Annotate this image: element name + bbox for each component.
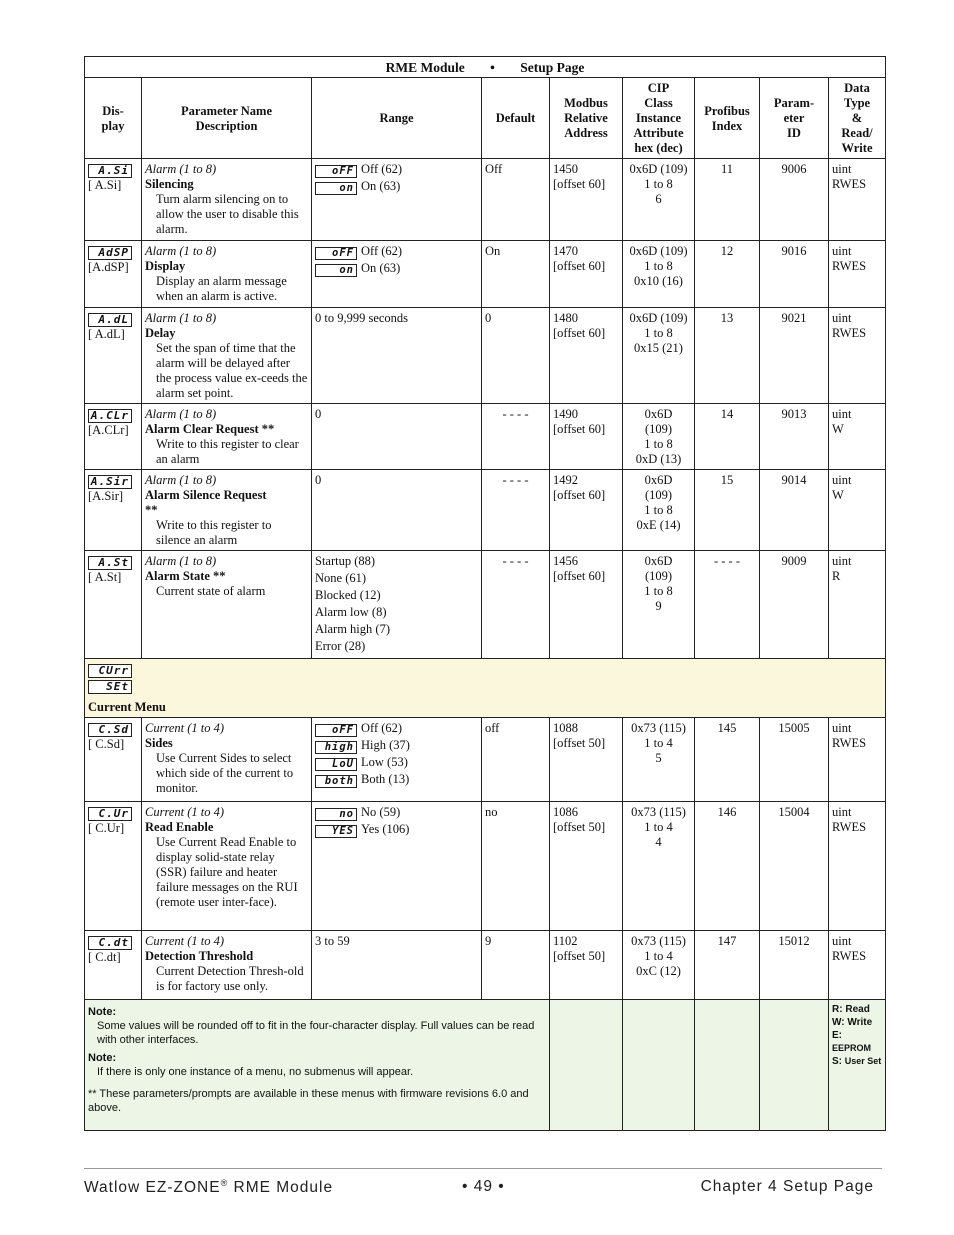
display-code: [A.Sir] bbox=[88, 489, 124, 503]
range-option-lcd: LoU bbox=[315, 758, 357, 771]
header-profibus: Profibus Index bbox=[695, 78, 760, 159]
range-list-item: Alarm high (7) bbox=[315, 622, 390, 636]
lcd-display: A.dL bbox=[88, 313, 132, 327]
notes-row bbox=[85, 1000, 886, 1131]
range-option-lcd: on bbox=[315, 264, 357, 277]
alarm-rows bbox=[85, 159, 886, 659]
range-option-text: Off (62) bbox=[361, 721, 403, 735]
display-code: [ A.dL] bbox=[88, 327, 125, 341]
current-rows bbox=[85, 718, 886, 1000]
range-cell bbox=[312, 802, 482, 931]
range-text: 0 bbox=[315, 407, 322, 421]
range-option-text: On (63) bbox=[361, 261, 401, 275]
default-cell: no bbox=[482, 802, 550, 931]
footer-page-number: • 49 • bbox=[462, 1178, 505, 1195]
datatype-cell: uint RWES bbox=[829, 802, 886, 931]
range-option bbox=[315, 772, 478, 789]
table-row bbox=[85, 802, 886, 931]
header-display: Dis- play bbox=[85, 78, 142, 159]
datatype-cell: uint W bbox=[829, 470, 886, 551]
parameter-description: Set the span of time that the alarm will be delayed after the process value ex-ceeds the alarm set point. bbox=[156, 341, 308, 400]
header-datatype: Data Type & Read/ Write bbox=[829, 78, 886, 159]
param-id-cell: 15005 bbox=[760, 718, 829, 802]
parameter-table bbox=[84, 56, 886, 1131]
range-list-item: Error (28) bbox=[315, 639, 366, 653]
range-option-lcd: high bbox=[315, 741, 357, 754]
datatype-cell: uint RWES bbox=[829, 308, 886, 404]
profibus-cell: 12 bbox=[695, 241, 760, 308]
range-list-item: None (61) bbox=[315, 571, 367, 585]
parameter-name: Alarm Silence Request ** bbox=[145, 488, 267, 517]
lcd-display: A.CLr bbox=[88, 409, 132, 423]
range-cell bbox=[312, 931, 482, 1000]
range-text: 0 to 9,999 seconds bbox=[315, 311, 409, 325]
modbus-cell: 1086 [offset 50] bbox=[550, 802, 623, 931]
cip-cell: 0x6D (109) 1 to 8 0x15 (21) bbox=[623, 308, 695, 404]
display-cell bbox=[85, 551, 142, 659]
range-option bbox=[315, 755, 478, 772]
section-title: Current Menu bbox=[88, 700, 166, 714]
display-code: [ A.St] bbox=[88, 570, 122, 584]
datatype-legend bbox=[829, 1000, 886, 1131]
default-cell: off bbox=[482, 718, 550, 802]
range-cell bbox=[312, 241, 482, 308]
profibus-cell: 13 bbox=[695, 308, 760, 404]
profibus-cell: 145 bbox=[695, 718, 760, 802]
display-cell bbox=[85, 718, 142, 802]
range-option-lcd: oFF bbox=[315, 165, 357, 178]
display-code: [ C.dt] bbox=[88, 950, 121, 964]
parameter-name: Alarm Clear Request ** bbox=[145, 422, 275, 436]
legend-read: R: Read bbox=[832, 1004, 870, 1015]
display-code: [ C.Ur] bbox=[88, 821, 125, 835]
default-cell: - - - - bbox=[482, 470, 550, 551]
param-id-cell: 15004 bbox=[760, 802, 829, 931]
table-row bbox=[85, 308, 886, 404]
parameter-description: Current state of alarm bbox=[156, 584, 266, 598]
range-cell bbox=[312, 551, 482, 659]
range-option-lcd: YES bbox=[315, 825, 357, 838]
modbus-cell: 1102 [offset 50] bbox=[550, 931, 623, 1000]
default-cell: - - - - bbox=[482, 551, 550, 659]
table-row bbox=[85, 718, 886, 802]
cip-cell: 0x73 (115) 1 to 4 0xC (12) bbox=[623, 931, 695, 1000]
parameter-name: Detection Threshold bbox=[145, 949, 254, 963]
profibus-cell: - - - - bbox=[695, 551, 760, 659]
header-modbus: Modbus Relative Address bbox=[550, 78, 623, 159]
range-option-lcd: oFF bbox=[315, 724, 357, 737]
parameter-cell bbox=[142, 470, 312, 551]
range-option-text: Yes (106) bbox=[361, 822, 410, 836]
header-row bbox=[85, 78, 886, 159]
cip-cell: 0x6D (109) 1 to 8 0xE (14) bbox=[623, 470, 695, 551]
parameter-category: Alarm (1 to 8) bbox=[145, 311, 217, 325]
parameter-description: Display an alarm message when an alarm is active. bbox=[156, 274, 287, 303]
range-option bbox=[315, 738, 478, 755]
parameter-category: Alarm (1 to 8) bbox=[145, 473, 217, 487]
note1-body: Some values will be rounded off to fit in the four-character display. Full values can be read with other interfaces. bbox=[97, 1020, 535, 1046]
header-param-id: Param- eter ID bbox=[760, 78, 829, 159]
range-cell bbox=[312, 470, 482, 551]
lcd-display: A.St bbox=[88, 556, 132, 570]
parameter-description: Turn alarm silencing on to allow the user to disable this alarm. bbox=[156, 192, 299, 236]
range-option bbox=[315, 822, 478, 839]
range-option-lcd: both bbox=[315, 775, 357, 788]
notes-empty-param-id bbox=[760, 1000, 829, 1131]
range-text: 3 to 59 bbox=[315, 934, 350, 948]
param-id-cell: 9006 bbox=[760, 159, 829, 241]
display-cell bbox=[85, 241, 142, 308]
parameter-cell bbox=[142, 404, 312, 470]
range-option bbox=[315, 162, 478, 179]
default-cell: 0 bbox=[482, 308, 550, 404]
datatype-cell: uint W bbox=[829, 404, 886, 470]
profibus-cell: 14 bbox=[695, 404, 760, 470]
range-cell bbox=[312, 159, 482, 241]
modbus-cell: 1088 [offset 50] bbox=[550, 718, 623, 802]
param-id-cell: 9021 bbox=[760, 308, 829, 404]
param-id-cell: 9014 bbox=[760, 470, 829, 551]
note1-heading: Note: bbox=[88, 1006, 117, 1018]
title-bullet: • bbox=[490, 60, 495, 75]
notes-empty-modbus bbox=[550, 1000, 623, 1131]
display-code: [ C.Sd] bbox=[88, 737, 125, 751]
range-cell bbox=[312, 718, 482, 802]
default-cell: On bbox=[482, 241, 550, 308]
parameter-name: Read Enable bbox=[145, 820, 214, 834]
table-row bbox=[85, 159, 886, 241]
parameter-cell bbox=[142, 241, 312, 308]
notes-cell bbox=[85, 1000, 550, 1131]
range-list-item: Startup (88) bbox=[315, 554, 376, 568]
range-list-item: Alarm low (8) bbox=[315, 605, 387, 619]
param-id-cell: 9016 bbox=[760, 241, 829, 308]
range-option-lcd: oFF bbox=[315, 247, 357, 260]
display-cell bbox=[85, 404, 142, 470]
modbus-cell: 1492 [offset 60] bbox=[550, 470, 623, 551]
cip-cell: 0x73 (115) 1 to 4 5 bbox=[623, 718, 695, 802]
range-option-text: Off (62) bbox=[361, 162, 403, 176]
range-cell bbox=[312, 404, 482, 470]
display-cell bbox=[85, 931, 142, 1000]
legend-write: W: Write bbox=[832, 1017, 873, 1028]
display-code: [ A.Si] bbox=[88, 178, 122, 192]
range-list-item: Blocked (12) bbox=[315, 588, 381, 602]
profibus-cell: 11 bbox=[695, 159, 760, 241]
range-option bbox=[315, 261, 478, 278]
datatype-cell: uint RWES bbox=[829, 241, 886, 308]
title-page: Setup Page bbox=[520, 60, 585, 75]
footer-chapter: Chapter 4 Setup Page bbox=[700, 1178, 874, 1195]
parameter-name: Silencing bbox=[145, 177, 194, 191]
header-range: Range bbox=[312, 78, 482, 159]
range-option-text: No (59) bbox=[361, 805, 401, 819]
notes-empty-cip bbox=[623, 1000, 695, 1131]
range-option bbox=[315, 244, 478, 261]
parameter-name: Sides bbox=[145, 736, 173, 750]
modbus-cell: 1470 [offset 60] bbox=[550, 241, 623, 308]
lcd-display: A.Sir bbox=[88, 475, 132, 489]
modbus-cell: 1450 [offset 60] bbox=[550, 159, 623, 241]
parameter-cell bbox=[142, 802, 312, 931]
notes-empty-profibus bbox=[695, 1000, 760, 1131]
parameter-category: Current (1 to 4) bbox=[145, 934, 225, 948]
parameter-category: Current (1 to 4) bbox=[145, 805, 225, 819]
header-cip: CIP Class Instance Attribute hex (dec) bbox=[623, 78, 695, 159]
parameter-cell bbox=[142, 308, 312, 404]
datatype-cell: uint RWES bbox=[829, 931, 886, 1000]
section-lcd-curr: CUrr bbox=[88, 664, 132, 678]
default-cell: - - - - bbox=[482, 404, 550, 470]
parameter-name: Delay bbox=[145, 326, 176, 340]
cip-cell: 0x6D (109) 1 to 8 9 bbox=[623, 551, 695, 659]
profibus-cell: 15 bbox=[695, 470, 760, 551]
title-module: RME Module bbox=[385, 60, 465, 75]
datatype-cell: uint RWES bbox=[829, 718, 886, 802]
range-option-text: Low (53) bbox=[361, 755, 408, 769]
range-option bbox=[315, 179, 478, 196]
display-code: [A.CLr] bbox=[88, 423, 129, 437]
datatype-cell: uint R bbox=[829, 551, 886, 659]
datatype-cell: uint RWES bbox=[829, 159, 886, 241]
range-option-lcd: on bbox=[315, 182, 357, 195]
section-lcd-set: SEt bbox=[88, 680, 132, 694]
cip-cell: 0x6D (109) 1 to 8 6 bbox=[623, 159, 695, 241]
page-footer bbox=[84, 1168, 882, 1202]
lcd-display: C.Sd bbox=[88, 723, 132, 737]
param-id-cell: 15012 bbox=[760, 931, 829, 1000]
range-option bbox=[315, 721, 478, 738]
modbus-cell: 1456 [offset 60] bbox=[550, 551, 623, 659]
profibus-cell: 147 bbox=[695, 931, 760, 1000]
range-option-text: High (37) bbox=[361, 738, 410, 752]
range-option-text: On (63) bbox=[361, 179, 401, 193]
current-menu-section-row bbox=[85, 659, 886, 718]
table-row bbox=[85, 551, 886, 659]
parameter-cell bbox=[142, 718, 312, 802]
table-row bbox=[85, 241, 886, 308]
display-cell bbox=[85, 802, 142, 931]
parameter-category: Alarm (1 to 8) bbox=[145, 244, 217, 258]
cip-cell: 0x6D (109) 1 to 8 0xD (13) bbox=[623, 404, 695, 470]
display-code: [A.dSP] bbox=[88, 260, 129, 274]
modbus-cell: 1480 [offset 60] bbox=[550, 308, 623, 404]
lcd-display: AdSP bbox=[88, 246, 132, 260]
range-option-text: Both (13) bbox=[361, 772, 410, 786]
modbus-cell: 1490 [offset 60] bbox=[550, 404, 623, 470]
display-cell bbox=[85, 159, 142, 241]
note3-body: ** These parameters/prompts are available in these menus with firmware revisions 6.0 and above. bbox=[88, 1088, 529, 1114]
legend-eeprom: E: EEPROM bbox=[832, 1030, 872, 1053]
cip-cell: 0x73 (115) 1 to 4 4 bbox=[623, 802, 695, 931]
table-row bbox=[85, 931, 886, 1000]
note2-body: If there is only one instance of a menu, no submenus will appear. bbox=[97, 1066, 414, 1078]
parameter-name: Display bbox=[145, 259, 186, 273]
parameter-category: Alarm (1 to 8) bbox=[145, 162, 217, 176]
range-text: 0 bbox=[315, 473, 322, 487]
parameter-description: Use Current Sides to select which side of the current to monitor. bbox=[156, 751, 294, 795]
parameter-description: Write to this register to silence an alarm bbox=[156, 518, 272, 547]
profibus-cell: 146 bbox=[695, 802, 760, 931]
parameter-cell bbox=[142, 159, 312, 241]
table-title-row bbox=[85, 57, 886, 78]
parameter-category: Current (1 to 4) bbox=[145, 721, 225, 735]
parameter-description: Write to this register to clear an alarm bbox=[156, 437, 299, 466]
display-cell bbox=[85, 308, 142, 404]
range-option-lcd: no bbox=[315, 808, 357, 821]
default-cell: Off bbox=[482, 159, 550, 241]
lcd-display: C.dt bbox=[88, 936, 132, 950]
setup-page-table-container bbox=[84, 56, 885, 1131]
lcd-display: A.Si bbox=[88, 164, 132, 178]
header-parameter: Parameter Name Description bbox=[142, 78, 312, 159]
footer-product: Watlow EZ-ZONE® RME Module bbox=[84, 1178, 334, 1197]
parameter-cell bbox=[142, 551, 312, 659]
parameter-category: Alarm (1 to 8) bbox=[145, 407, 217, 421]
param-id-cell: 9013 bbox=[760, 404, 829, 470]
legend-user-set: S: User Set bbox=[832, 1056, 882, 1067]
parameter-cell bbox=[142, 931, 312, 1000]
note2-heading: Note: bbox=[88, 1052, 117, 1064]
table-row bbox=[85, 404, 886, 470]
parameter-description: Current Detection Thresh-old is for factory use only. bbox=[156, 964, 304, 993]
default-cell: 9 bbox=[482, 931, 550, 1000]
parameter-category: Alarm (1 to 8) bbox=[145, 554, 217, 568]
lcd-display: C.Ur bbox=[88, 807, 132, 821]
table-row bbox=[85, 470, 886, 551]
cip-cell: 0x6D (109) 1 to 8 0x10 (16) bbox=[623, 241, 695, 308]
parameter-description: Use Current Read Enable to display solid-state relay (SSR) failure and heater failure messages on the RUI (remote user inter-face). bbox=[156, 835, 298, 909]
display-cell bbox=[85, 470, 142, 551]
header-default: Default bbox=[482, 78, 550, 159]
range-option-text: Off (62) bbox=[361, 244, 403, 258]
parameter-name: Alarm State ** bbox=[145, 569, 226, 583]
range-cell bbox=[312, 308, 482, 404]
param-id-cell: 9009 bbox=[760, 551, 829, 659]
range-option bbox=[315, 805, 478, 822]
